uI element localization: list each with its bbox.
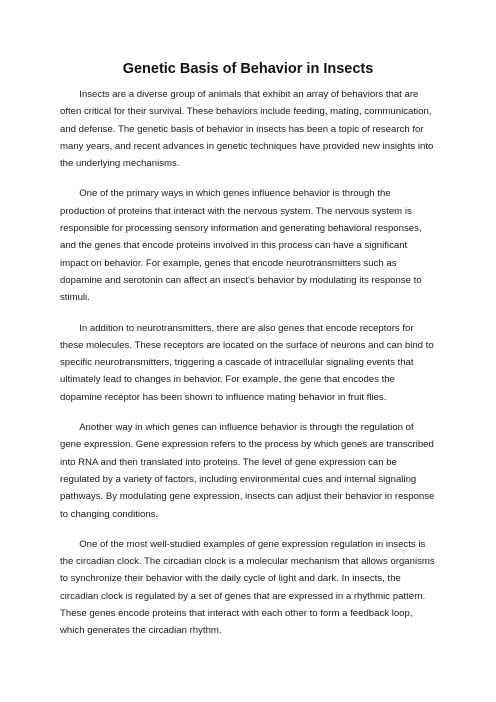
document-title: Genetic Basis of Behavior in Insects [122,61,374,77]
paragraph-2: One of the primary ways in which genes influence behavior is through the production of proteins that interact with the nervous system. The nervous system is responsible for processing sensory information and generating behavioral responses, and the genes that encode proteins involved in this process can have a significant impact on behavior. For example, genes that encode neurotransmitters such as dopamine and serotonin can affect an insect's behavior by modulating its response to stimuli. [60,188,422,304]
paragraph-3: In addition to neurotransmitters, there are also genes that encode receptors for these molecules. These receptors are located on the surface of neurons and can bind to specific neurotransmitters, triggering a cascade of intracellular signaling events that ultimately lead to changes in behavior. For example, the gene that encodes the dopamine receptor has been shown to influence mating behavior in fruit flies. [60,322,434,403]
paragraph-4: Another way in which genes can influence behavior is through the regulation of gene expression. Gene expression refers to the process by which genes are transcribed into RNA and then translated into proteins. The level of gene expression can be regulated by a variety of factors, including environmental cues and internal signaling pathways. By modulating gene expression, insects can adjust their behavior in response to changing conditions. [60,422,435,520]
paragraph-5: One of the most well-studied examples of gene expression regulation in insects is the circadian clock. The circadian clock is a molecular mechanism that allows organisms to synchronize their behavior with the daily cycle of light and dark. In insects, the circadian clock is regulated by a set of genes that are expressed in a rhythmic pattern. These genes encode proteins that interact with each other to form a feedback loop, which generates the circadian rhythm. [60,538,435,637]
paragraph-1: Insects are a diverse group of animals that exhibit an array of behaviors that are often critical for their survival. These behaviors include feeding, mating, communication, and defense. The genetic basis of behavior in insects has been a topic of research for many years, and recent advances in genetic techniques have provided new insights into the underlying mechanisms. [60,89,434,170]
